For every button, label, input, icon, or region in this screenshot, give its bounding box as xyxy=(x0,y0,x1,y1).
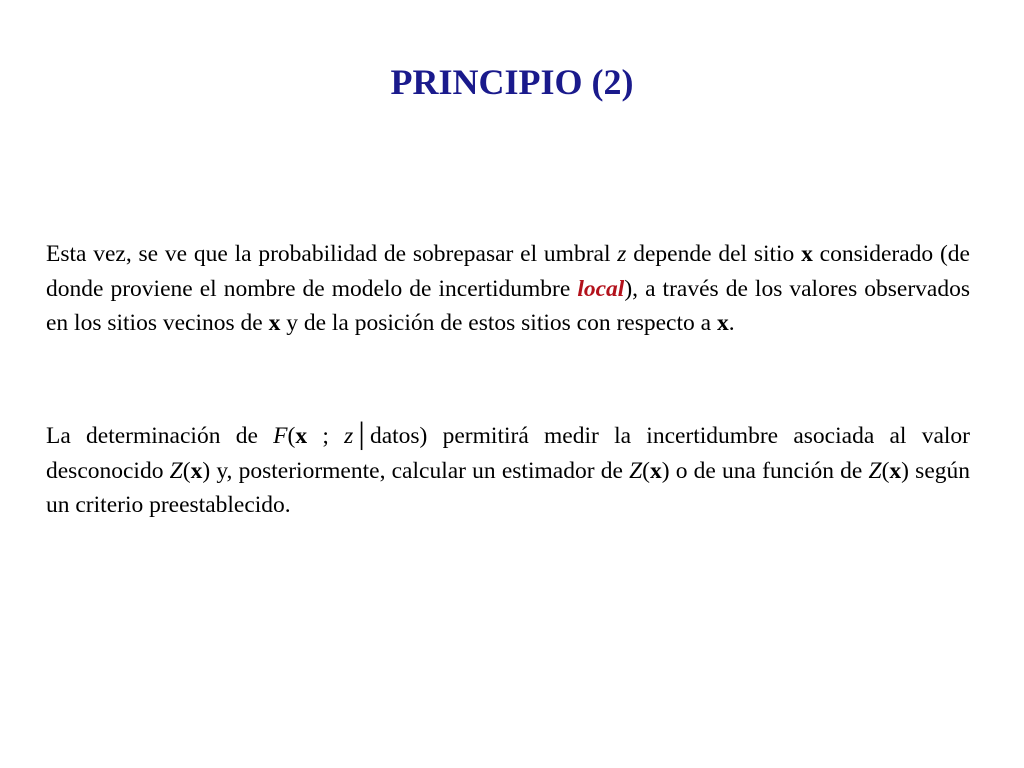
p1-text: Esta vez, se ve que la probabilidad de sobrepasar el umbral xyxy=(46,241,618,267)
p2-text: y, posteriormente, calcular un estimador de xyxy=(210,457,630,484)
p2-paren: ( xyxy=(287,423,296,449)
p2-var-x: x xyxy=(889,457,902,484)
p2-var-x: x xyxy=(190,457,203,484)
p2-func-F: F xyxy=(273,423,288,449)
paragraph-2 xyxy=(46,419,970,523)
p2-paren: ( xyxy=(182,457,191,484)
p2-paren: ( xyxy=(642,457,650,484)
p2-text: según un criterio preestablecido. xyxy=(46,457,971,518)
p2-conditional-bar: │ xyxy=(353,423,370,449)
p1-text: . xyxy=(728,310,735,336)
p2-text: o de una función de xyxy=(669,457,869,484)
p2-datos: datos) xyxy=(369,423,428,449)
p2-text: permitirá medir la incertidumbre asociada al valor desconocido xyxy=(46,423,970,484)
p2-paren: ( xyxy=(881,457,890,484)
p2-semicolon: ; xyxy=(307,423,345,449)
p2-var-x: x xyxy=(649,457,662,484)
p1-var-x: x xyxy=(268,310,281,336)
p1-text: y de la posición de estos sitios con respecto a xyxy=(280,310,717,336)
p2-var-Z: Z xyxy=(629,457,643,484)
p1-text: considerado (de donde proviene el nombre de modelo de incertidumbre xyxy=(46,241,970,302)
p2-text: La determinación de xyxy=(46,423,274,449)
p2-var-z: z xyxy=(344,423,354,449)
p2-var-x: x xyxy=(295,423,308,449)
p2-paren: ) xyxy=(661,457,670,484)
slide-title: PRINCIPIO (2) xyxy=(390,62,634,102)
p1-text: depende del sitio xyxy=(626,241,802,267)
p2-paren: ) xyxy=(202,457,211,484)
p1-highlight-local: local xyxy=(577,275,625,302)
p2-var-Z: Z xyxy=(169,457,183,484)
p1-var-x: x xyxy=(801,241,813,267)
p2-paren: ) xyxy=(901,457,909,484)
p1-var-x: x xyxy=(716,310,729,336)
paragraph-1 xyxy=(46,237,970,341)
p2-var-Z: Z xyxy=(868,457,882,484)
p1-var-z: z xyxy=(617,241,627,267)
p1-text: ), a través de los valores observados en los sitios vecinos de xyxy=(46,275,970,336)
